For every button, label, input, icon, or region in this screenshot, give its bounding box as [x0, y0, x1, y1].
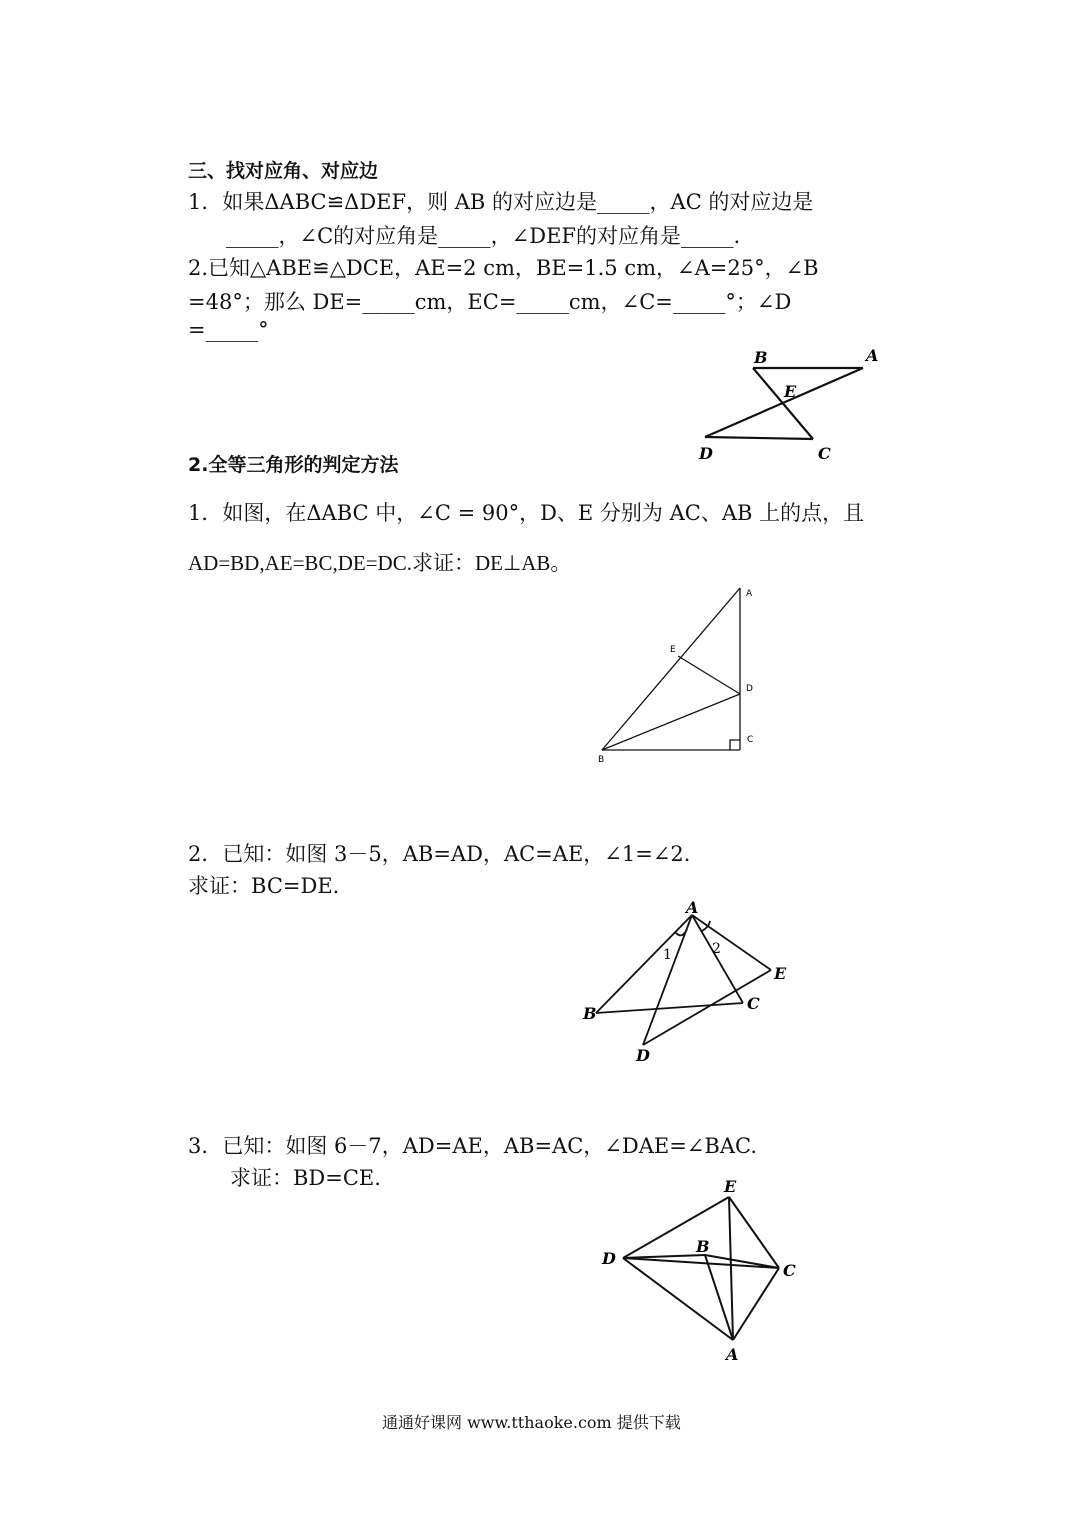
problem-2-line-1: 2．已知：如图 3－5，AB=AD，AC=AE，∠1=∠2.: [188, 842, 691, 866]
fig4-label-c: C: [783, 1261, 796, 1280]
fig2-label-d: D: [746, 684, 753, 694]
segment-dc: [705, 437, 813, 439]
fig4-label-e: E: [724, 1177, 737, 1196]
fig4-label-a: A: [726, 1345, 739, 1364]
fig3-label-d: D: [636, 1046, 650, 1065]
fig1-label-e: E: [784, 382, 797, 401]
segment-ea: [729, 1197, 733, 1340]
fig3-label-b: B: [583, 1004, 597, 1023]
segment-bc: [596, 1003, 743, 1013]
fig3-label-angle-1: 1: [663, 947, 672, 963]
segment-de: [623, 1197, 729, 1258]
fig2-label-c: C: [747, 735, 754, 745]
question-2-line-2: =48°；那么 DE=_____cm，EC=_____cm，∠C=_____°；∠D: [188, 290, 792, 314]
problem-2-line-2: 求证：BC=DE.: [188, 874, 340, 898]
figure-abe-dce: [690, 345, 879, 470]
section-heading-congruence: 2.全等三角形的判定方法: [188, 454, 399, 476]
question-2-line-1: 2.已知△ABE≌△DCE，AE=2 cm，BE=1.5 cm，∠A=25°，∠B: [188, 256, 819, 280]
problem-1-line-1: 1．如图，在ΔABC 中，∠C = 90°，D、E 分别为 AC、AB 上的点，且: [188, 501, 865, 525]
segment-db: [623, 1255, 705, 1258]
segment-ec: [729, 1197, 779, 1268]
segment-ab: [602, 588, 740, 750]
figure-quadrilateral-deca: [595, 1170, 805, 1365]
problem-1-line-2: AD=BD,AE=BC,DE=DC.求证：DE⊥AB。: [188, 551, 572, 575]
fig4-label-d: D: [602, 1249, 616, 1268]
right-angle-mark: [730, 740, 740, 750]
question-2-line-3: =_____°: [188, 318, 269, 342]
segment-ae: [692, 915, 771, 970]
fig4-label-b: B: [696, 1237, 710, 1256]
figure-right-triangle: [590, 580, 770, 770]
fig1-label-d: D: [699, 444, 713, 463]
segment-ad: [623, 1258, 733, 1340]
segment-ba: [705, 1255, 733, 1340]
fig3-label-angle-2: 2: [712, 941, 721, 957]
segment-ed: [678, 656, 740, 694]
segment-bd: [602, 694, 740, 750]
fig2-label-b: B: [598, 755, 605, 765]
segment-ac: [692, 915, 743, 1003]
fig1-label-b: B: [754, 348, 768, 367]
section-heading-corresponding: 三、找对应角、对应边: [188, 160, 379, 182]
segment-ab: [596, 915, 692, 1013]
fig2-label-e: E: [670, 645, 676, 655]
problem-3-line-1: 3．已知：如图 6－7，AD=AE，AB=AC，∠DAE=∠BAC.: [188, 1134, 757, 1158]
fig3-label-c: C: [747, 994, 760, 1013]
fig2-label-a: A: [746, 589, 753, 599]
figure-shared-vertex-a: [578, 895, 798, 1070]
fig1-label-a: A: [866, 346, 879, 365]
footer-download-note: 通通好课网 www.tthaoke.com 提供下载: [382, 1413, 681, 1432]
segment-ca: [733, 1268, 779, 1340]
fig3-label-e: E: [774, 964, 787, 983]
question-1-line-2: _____，∠C的对应角是_____，∠DEF的对应角是_____.: [226, 224, 741, 248]
segment-ad: [705, 368, 863, 437]
problem-3-line-2: 求证：BD=CE.: [230, 1166, 381, 1190]
question-1-line-1: 1．如果ΔABC≌ΔDEF，则 AB 的对应边是_____，AC 的对应边是: [188, 190, 814, 214]
fig3-label-a: A: [686, 898, 699, 917]
segment-ad: [643, 915, 692, 1045]
fig1-label-c: C: [818, 444, 831, 463]
